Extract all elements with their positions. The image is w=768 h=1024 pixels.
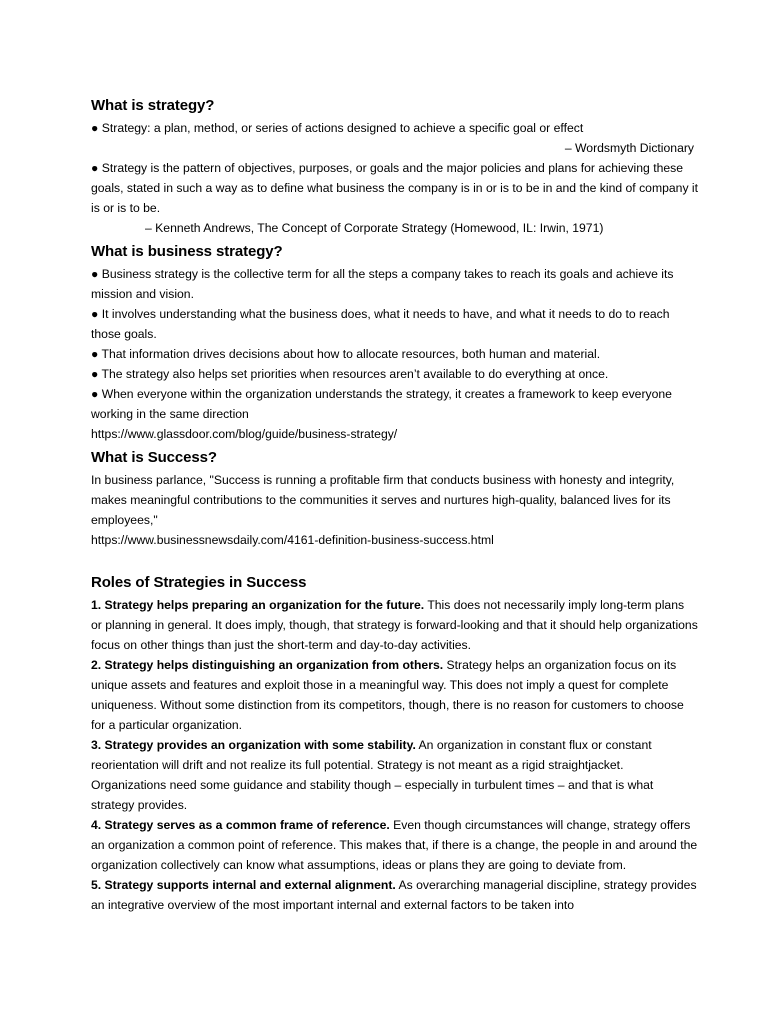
definition-andrews: ● Strategy is the pattern of objectives, purposes, or goals and the major policies and plans for achieving these goals, stated in such a way as to define what business the company is in or is to be in and the kind of company it is or is to be. <box>91 161 699 215</box>
heading-what-is-business-strategy: What is business strategy? <box>91 243 283 260</box>
attribution-andrews: – Kenneth Andrews, The Concept of Corporate Strategy (Homewood, IL: Irwin, 1971) <box>145 221 604 235</box>
heading-roles-of-strategies: Roles of Strategies in Success <box>91 574 307 591</box>
role-item-lead: 1. Strategy helps preparing an organization for the future. <box>91 598 425 612</box>
definition-wordsmyth: ● Strategy: a plan, method, or series of actions designed to achieve a specific goal or effect <box>91 121 584 135</box>
role-item-lead: 3. Strategy provides an organization with some stability. <box>91 738 416 752</box>
role-item-body: As overarching managerial discipline, strategy provides an integrative overview of the most important internal and external factors to be taken into <box>91 878 697 912</box>
role-item-lead: 5. Strategy supports internal and external alignment. <box>91 878 396 892</box>
role-item-body: This does not necessarily imply long-term plans or planning in general. It does imply, though, that strategy is forward-looking and that it should help organizations focus on other things than just the short-term and day-to-day activities. <box>91 598 698 652</box>
bullet-item: ● That information drives decisions about how to allocate resources, both human and material. <box>91 347 601 361</box>
success-quote: In business parlance, "Success is running a profitable firm that conducts business with honesty and integrity, makes meaningful contributions to the communities it serves and nurtures high-quality, balanced lives for its employees," <box>91 473 675 527</box>
role-item <box>91 735 698 815</box>
role-item <box>91 815 698 875</box>
bullet-item: ● Business strategy is the collective term for all the steps a company takes to reach its goals and achieve its mission and vision. <box>91 267 674 301</box>
bullet-item: ● It involves understanding what the business does, what it needs to have, and what it needs to do to reach those goals. <box>91 307 670 341</box>
heading-what-is-success: What is Success? <box>91 449 217 466</box>
role-item <box>91 655 698 735</box>
role-item-body: An organization in constant flux or constant reorientation will drift and not realize its full potential. Strategy is not meant as a rigid straightjacket. Organizations need some guidance and stability though – especially in turbulent times – and that is what strategy provides. <box>91 738 654 812</box>
role-item-lead: 2. Strategy helps distinguishing an organization from others. <box>91 658 444 672</box>
heading-what-is-strategy: What is strategy? <box>91 97 215 114</box>
role-item-body: Strategy helps an organization focus on its unique assets and features and exploit those in a meaningful way. This does not imply a quest for complete uniqueness. Without some distinction from its competitors, though, there is no reason for customers to choose for a particular organization. <box>91 658 684 732</box>
role-item <box>91 595 698 655</box>
role-item-body: Even though circumstances will change, strategy offers an organization a common point of reference. This makes that, if there is a change, the people in and around the organization collectively can know what assumptions, ideas or plans they are going to deviate from. <box>91 818 698 872</box>
bullet-item: ● The strategy also helps set priorities when resources aren’t available to do everything at once. <box>91 367 609 381</box>
source-url-glassdoor: https://www.glassdoor.com/blog/guide/business-strategy/ <box>91 427 398 441</box>
role-item <box>91 875 698 915</box>
source-url-businessnewsdaily: https://www.businessnewsdaily.com/4161-definition-business-success.html <box>91 533 494 547</box>
attribution-wordsmyth: – Wordsmyth Dictionary <box>564 141 694 155</box>
role-item-lead: 4. Strategy serves as a common frame of reference. <box>91 818 390 832</box>
bullet-item: ● When everyone within the organization understands the strategy, it creates a framework to keep everyone working in the same direction <box>91 387 672 421</box>
